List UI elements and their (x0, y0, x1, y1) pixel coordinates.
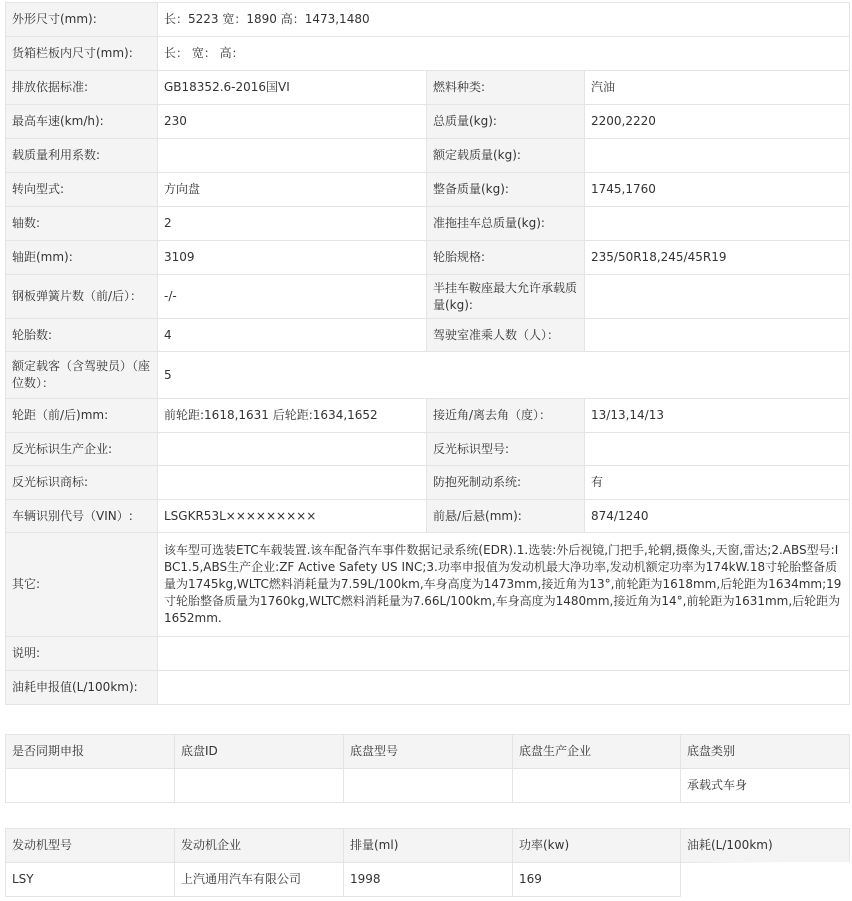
spec-row-springs (6, 275, 850, 319)
fuel-declared-label: 油耗申报值(L/100km): (6, 671, 158, 705)
saddle-load-value (585, 275, 850, 319)
spec-row-vin (6, 500, 850, 533)
track-value: 前轮距:1618,1631 后轮距:1634,1652 (158, 399, 427, 433)
engine-header-cell: 功率(kw) (513, 829, 681, 863)
overhang-label: 前悬/后悬(mm): (427, 500, 585, 533)
spec-row-wheelbase (6, 241, 850, 275)
spec-row-load (6, 139, 850, 173)
chassis-cell: 承载式车身 (681, 769, 850, 803)
load-factor-label: 载质量利用系数: (6, 139, 158, 173)
reflector-model-value (585, 433, 850, 466)
spec-row-speed (6, 105, 850, 139)
chassis-cell (6, 769, 175, 803)
passengers-label: 额定载客（含驾驶员）（座位数）： (6, 352, 158, 399)
tire-count-value: 4 (158, 319, 427, 352)
fuel-type-value: 汽油 (585, 71, 850, 105)
engine-cell: 1998 (344, 863, 513, 897)
spec-row-other (6, 533, 850, 637)
passengers-value: 5 (158, 352, 850, 399)
spec-row-cargo-box (6, 37, 850, 71)
vin-label: 车辆识别代号（VIN）: (6, 500, 158, 533)
vehicle-spec-table (5, 2, 850, 705)
overhang-value: 874/1240 (585, 500, 850, 533)
emission-standard-value: GB18352.6-2016国VI (158, 71, 427, 105)
total-mass-value: 2200,2220 (585, 105, 850, 139)
spec-row-dimensions (6, 3, 850, 37)
chassis-header-cell: 底盘ID (175, 735, 344, 769)
rated-load-label: 额定载质量(kg): (427, 139, 585, 173)
other-value: 该车型可选装ETC车载装置.该车配备汽车事件数据记录系统(EDR).1.选装:外后视镜,门把手,轮辋,摄像头,天窗,雷达;2.ABS型号:IBC1.5,ABS生产企业:ZF Active Safety US INC;3.功率申报值为发动机最大净功率,发动机额定功率为174kW.18寸轮胎整备质量为1745kg,WLTC燃料消耗量为7.59L/100km,车身高度为1473mm,接近角为13°,前轮距为1618mm,后轮距为1634mm;19寸轮胎整备质量为1760kg,WLTC燃料消耗量为7.66L/100km,车身高度为1480mm,接近角为14°,前轮距为1631mm,后轮距为1652mm. (158, 533, 850, 637)
spec-row-reflector (6, 433, 850, 466)
steering-label: 转向型式: (6, 173, 158, 207)
dimensions-label: 外形尺寸(mm): (6, 3, 158, 37)
approach-angle-label: 接近角/离去角（度）： (427, 399, 585, 433)
spec-row-axles (6, 207, 850, 241)
max-speed-label: 最高车速(km/h): (6, 105, 158, 139)
chassis-table (5, 734, 850, 803)
spec-row-emission (6, 71, 850, 105)
reflector-brand-value (158, 466, 427, 500)
fade-overlay (680, 862, 850, 898)
tire-count-label: 轮胎数: (6, 319, 158, 352)
spec-row-notes (6, 637, 850, 671)
track-label: 轮距（前/后)mm: (6, 399, 158, 433)
chassis-header-row (6, 735, 850, 769)
rated-load-value (585, 139, 850, 173)
load-factor-value (158, 139, 427, 173)
chassis-header-cell: 底盘生产企业 (513, 735, 681, 769)
cargo-box-value: 长： 宽： 高： (158, 37, 850, 71)
notes-label: 说明: (6, 637, 158, 671)
chassis-cell (175, 769, 344, 803)
emission-standard-label: 排放依据标准: (6, 71, 158, 105)
steering-value: 方向盘 (158, 173, 427, 207)
fuel-type-label: 燃料种类: (427, 71, 585, 105)
total-mass-label: 总质量(kg): (427, 105, 585, 139)
reflector-brand-label: 反光标识商标: (6, 466, 158, 500)
axles-value: 2 (158, 207, 427, 241)
chassis-data-row (6, 769, 850, 803)
spec-row-steering (6, 173, 850, 207)
cargo-box-label: 货箱栏板内尺寸(mm): (6, 37, 158, 71)
wheelbase-value: 3109 (158, 241, 427, 275)
tire-spec-label: 轮胎规格: (427, 241, 585, 275)
notes-value (158, 637, 850, 671)
engine-cell: 上汽通用汽车有限公司 (175, 863, 344, 897)
chassis-header-cell: 底盘类别 (681, 735, 850, 769)
spec-row-tires (6, 319, 850, 352)
spec-row-passengers (6, 352, 850, 399)
engine-cell: 169 (513, 863, 681, 897)
spec-row-abs (6, 466, 850, 500)
tire-spec-value: 235/50R18,245/45R19 (585, 241, 850, 275)
engine-header-cell: 油耗(L/100km) (681, 829, 850, 863)
curb-mass-label: 整备质量(kg): (427, 173, 585, 207)
cab-seats-label: 驾驶室准乘人数（人）： (427, 319, 585, 352)
wheelbase-label: 轴距(mm): (6, 241, 158, 275)
vin-value: LSGKR53L××××××××× (158, 500, 427, 533)
other-label: 其它: (6, 533, 158, 637)
max-speed-value: 230 (158, 105, 427, 139)
abs-value: 有 (585, 466, 850, 500)
leaf-springs-label: 钢板弹簧片数（前/后）： (6, 275, 158, 319)
leaf-springs-value: -/- (158, 275, 427, 319)
spec-row-fuel-declared (6, 671, 850, 705)
engine-header-cell: 发动机型号 (6, 829, 175, 863)
fuel-declared-value (158, 671, 850, 705)
spec-row-track (6, 399, 850, 433)
engine-cell: LSY (6, 863, 175, 897)
engine-header-cell: 发动机企业 (175, 829, 344, 863)
approach-angle-value: 13/13,14/13 (585, 399, 850, 433)
engine-header-row (6, 829, 850, 863)
reflector-maker-label: 反光标识生产企业: (6, 433, 158, 466)
reflector-model-label: 反光标识型号: (427, 433, 585, 466)
dimensions-value: 长：5223 宽：1890 高：1473,1480 (158, 3, 850, 37)
chassis-header-cell: 是否同期申报 (6, 735, 175, 769)
chassis-header-cell: 底盘型号 (344, 735, 513, 769)
cab-seats-value (585, 319, 850, 352)
trailer-mass-label: 准拖挂车总质量(kg): (427, 207, 585, 241)
abs-label: 防抱死制动系统: (427, 466, 585, 500)
trailer-mass-value (585, 207, 850, 241)
saddle-load-label: 半挂车鞍座最大允许承载质量(kg): (427, 275, 585, 319)
reflector-maker-value (158, 433, 427, 466)
engine-header-cell: 排量(ml) (344, 829, 513, 863)
chassis-cell (344, 769, 513, 803)
chassis-cell (513, 769, 681, 803)
curb-mass-value: 1745,1760 (585, 173, 850, 207)
axles-label: 轴数: (6, 207, 158, 241)
